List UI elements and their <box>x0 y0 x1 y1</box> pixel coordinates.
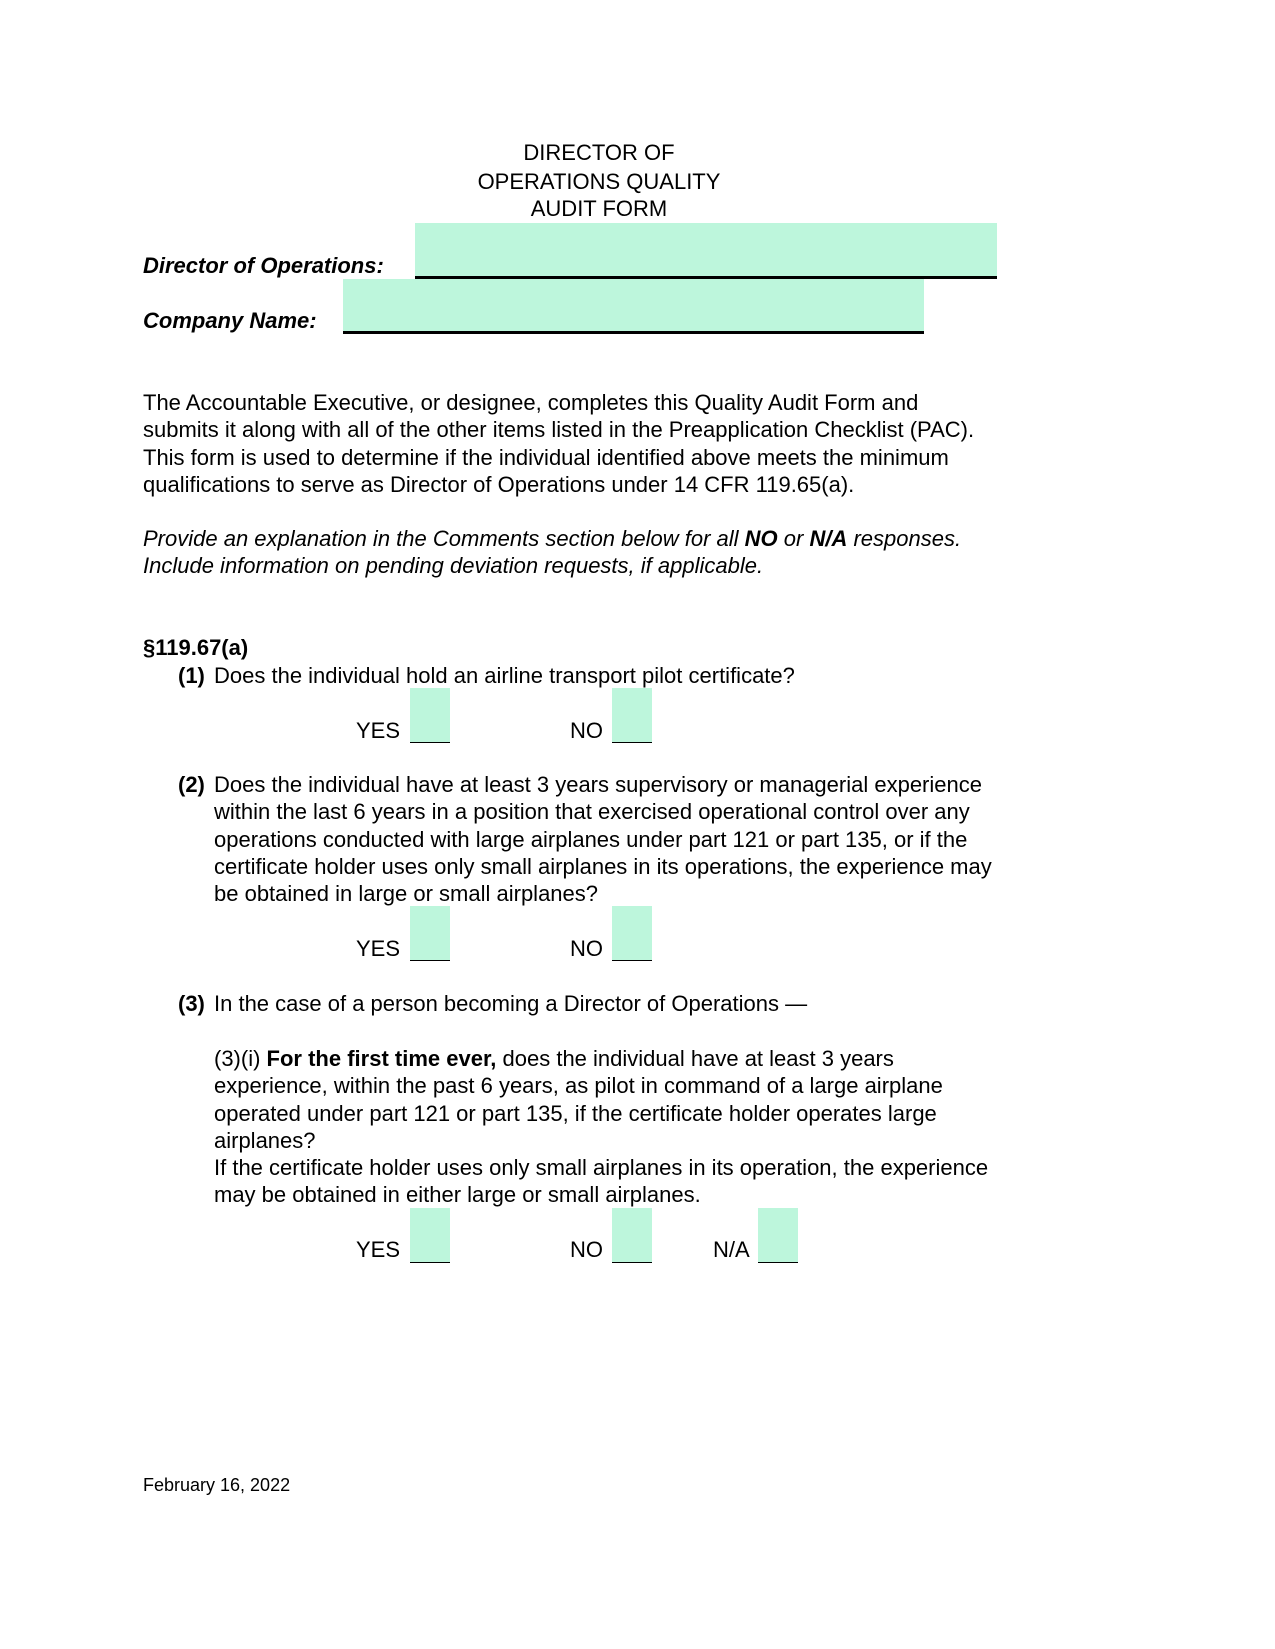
intro-paragraph <box>143 389 974 498</box>
q2-no-checkbox[interactable] <box>612 906 652 961</box>
q2-yes-checkbox[interactable] <box>410 906 450 961</box>
q3i-na-label: N/A <box>713 1237 750 1262</box>
q3i-prefix: (3)(i) <box>214 1046 267 1071</box>
intro-line: submits it along with all of the other items listed in the Preapplication Checklist (PAC). <box>143 417 975 443</box>
instr-text: or <box>777 526 810 551</box>
q3i-line: experience, within the past 6 years, as pilot in command of a large airplane <box>214 1073 943 1099</box>
q3i-line: If the certificate holder uses only small airplanes in its operation, the experience <box>214 1155 989 1181</box>
q3i-bold: For the first time ever, <box>266 1046 497 1071</box>
q1-text: Does the individual hold an airline transport pilot certificate? <box>214 663 795 688</box>
q2-line: Does the individual have at least 3 years supervisory or managerial experience <box>214 772 982 797</box>
q3i-text <box>214 1045 988 1209</box>
intro-line: This form is used to determine if the individual identified above meets the minimum <box>143 444 949 470</box>
q1-no-checkbox[interactable] <box>612 688 652 743</box>
q3i-yes-checkbox[interactable] <box>410 1208 450 1263</box>
footer-date: February 16, 2022 <box>143 1475 291 1495</box>
q3i-no-label: NO <box>570 1237 603 1262</box>
q1-yes-label: YES <box>356 718 401 743</box>
q3i-no-checkbox[interactable] <box>612 1208 652 1263</box>
q2-line: certificate holder uses only small airplanes in its operations, the experience may <box>214 853 992 879</box>
q2-number: (2) <box>178 772 205 797</box>
director-of-operations-field[interactable] <box>415 223 997 279</box>
form-title-line-3: AUDIT FORM <box>530 196 668 221</box>
q2-line: operations conducted with large airplanes under part 121 or part 135, or if the <box>214 826 968 852</box>
instr-na: N/A <box>809 526 848 551</box>
q1-no-label: NO <box>570 718 603 743</box>
section-heading: §119.67(a) <box>143 635 249 660</box>
q3i-yes-label: YES <box>356 1237 401 1262</box>
q2-line: within the last 6 years in a position that exercised operational control over any <box>214 799 970 825</box>
q3i-line: operated under part 121 or part 135, if the certificate holder operates large <box>214 1100 937 1126</box>
q3i-na-checkbox[interactable] <box>758 1208 798 1263</box>
q3i-line: airplanes? <box>214 1127 316 1153</box>
instr-no: NO <box>744 526 778 551</box>
q1-yes-checkbox[interactable] <box>410 688 450 743</box>
q1-number: (1) <box>178 663 205 688</box>
q3i-rest: does the individual have at least 3 years <box>496 1046 894 1071</box>
intro-line: qualifications to serve as Director of Operations under 14 CFR 119.65(a). <box>143 471 855 497</box>
q3i-line: may be obtained in either large or small airplanes. <box>214 1182 701 1208</box>
q2-line: be obtained in large or small airplanes? <box>214 881 599 907</box>
instr-text: Provide an explanation in the Comments section below for all <box>143 526 745 551</box>
company-name-field[interactable] <box>343 279 924 334</box>
instr-text: responses. <box>847 526 962 551</box>
q3-number: (3) <box>178 991 205 1016</box>
q2-no-label: NO <box>570 936 603 961</box>
q3-text: In the case of a person becoming a Director of Operations — <box>214 991 808 1016</box>
instructions <box>143 525 961 580</box>
company-label: Company Name: <box>143 308 317 333</box>
q2-yes-label: YES <box>356 936 401 961</box>
form-title-line-1: DIRECTOR OF <box>523 140 675 165</box>
intro-line: The Accountable Executive, or designee, completes this Quality Audit Form and <box>143 390 919 415</box>
form-title-line-2: OPERATIONS QUALITY <box>477 169 721 194</box>
instr-line-2: Include information on pending deviation requests, if applicable. <box>143 553 764 579</box>
director-label: Director of Operations: <box>143 253 384 278</box>
q2-text <box>214 771 992 907</box>
